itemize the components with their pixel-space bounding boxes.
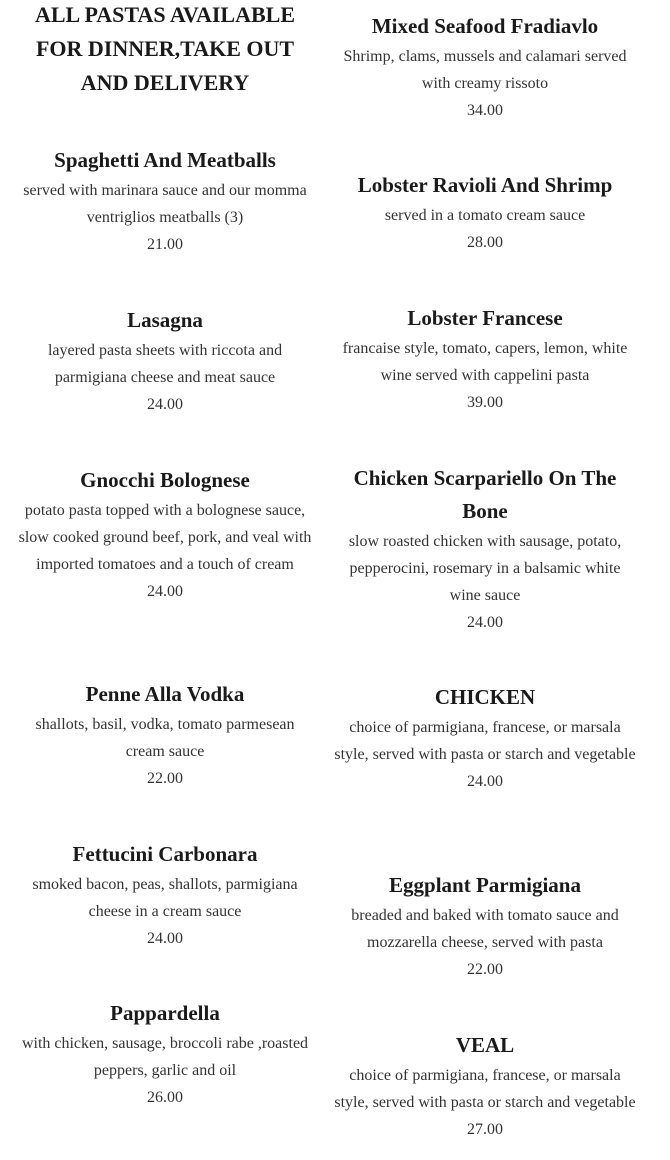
item-price: 24.00 — [467, 614, 503, 631]
item-description: choice of parmigiana, francese, or marsala style, served with pasta or starch and vegetable — [334, 1067, 636, 1111]
item-price: 39.00 — [467, 394, 503, 411]
item-description: Shrimp, clams, mussels and calamari served with creamy rissoto — [343, 48, 627, 92]
item-price: 24.00 — [467, 773, 503, 790]
item-name: Pappardella — [110, 1001, 220, 1025]
menu-item-lasagna — [10, 304, 320, 418]
menu-item-spaghetti-and-meatballs — [10, 144, 320, 258]
item-name: Spaghetti And Meatballs — [54, 148, 276, 172]
menu-item-chicken-scarpariello — [330, 462, 640, 636]
item-description: slow roasted chicken with sausage, potato, pepperocini, rosemary in a balsamic white wine sauce — [348, 533, 622, 604]
item-name: Chicken Scarpariello On The Bone — [353, 466, 617, 523]
menu-item-veal — [330, 1029, 640, 1143]
item-description: smoked bacon, peas, shallots, parmigiana cheese in a cream sauce — [32, 876, 298, 920]
item-name: Penne Alla Vodka — [85, 682, 245, 706]
item-description: with chicken, sausage, broccoli rabe ,roasted peppers, garlic and oil — [21, 1035, 309, 1079]
item-price: 22.00 — [147, 770, 183, 787]
item-description: breaded and baked with tomato sauce and mozzarella cheese, served with pasta — [351, 907, 619, 951]
item-price: 26.00 — [147, 1089, 183, 1106]
menu-column-left — [10, 0, 320, 1106]
item-description: potato pasta topped with a bolognese sauce, slow cooked ground beef, pork, and veal with imported tomatoes and a touch of cream — [18, 502, 312, 573]
menu-item-gnocchi-bolognese — [10, 464, 320, 605]
menu-item-mixed-seafood-fradiavlo — [330, 10, 640, 124]
menu-item-eggplant-parmigiana — [330, 869, 640, 983]
item-name: CHICKEN — [434, 685, 536, 709]
item-price: 34.00 — [467, 102, 503, 119]
item-description: choice of parmigiana, francese, or marsala style, served with pasta or starch and vegetable — [334, 719, 636, 763]
item-name: VEAL — [455, 1033, 515, 1057]
item-description: served with marinara sauce and our momma ventriglios meatballs (3) — [23, 182, 307, 226]
item-price: 24.00 — [147, 583, 183, 600]
item-price: 28.00 — [467, 234, 503, 251]
menu-header-title: ALL PASTAS AVAILABLE FOR DINNER,TAKE OUT AND DELIVERY — [34, 2, 296, 95]
menu-item-penne-alla-vodka — [10, 678, 320, 792]
item-price: 24.00 — [147, 930, 183, 947]
item-name: Eggplant Parmigiana — [389, 873, 581, 897]
item-price: 27.00 — [467, 1121, 503, 1138]
item-price: 24.00 — [147, 396, 183, 413]
item-description: shallots, basil, vodka, tomato parmesean cream sauce — [35, 716, 295, 760]
item-name: Mixed Seafood Fradiavlo — [371, 14, 599, 38]
item-price: 22.00 — [467, 961, 503, 978]
item-name: Fettucini Carbonara — [72, 842, 258, 866]
menu-item-lobster-ravioli-and-shrimp — [330, 169, 640, 256]
item-name: Gnocchi Bolognese — [80, 468, 250, 492]
item-description: served in a tomato cream sauce — [384, 207, 586, 224]
item-name: Lobster Ravioli And Shrimp — [357, 173, 613, 197]
menu-item-chicken — [330, 681, 640, 795]
menu-item-pappardella — [10, 997, 320, 1111]
menu-item-lobster-francese — [330, 302, 640, 416]
item-name: Lobster Francese — [407, 306, 563, 330]
item-description: francaise style, tomato, capers, lemon, white wine served with cappelini pasta — [342, 340, 628, 384]
menu-item-fettucini-carbonara — [10, 838, 320, 952]
item-name: Lasagna — [127, 308, 203, 332]
item-price: 21.00 — [147, 236, 183, 253]
item-description: layered pasta sheets with riccota and parmigiana cheese and meat sauce — [47, 342, 283, 386]
